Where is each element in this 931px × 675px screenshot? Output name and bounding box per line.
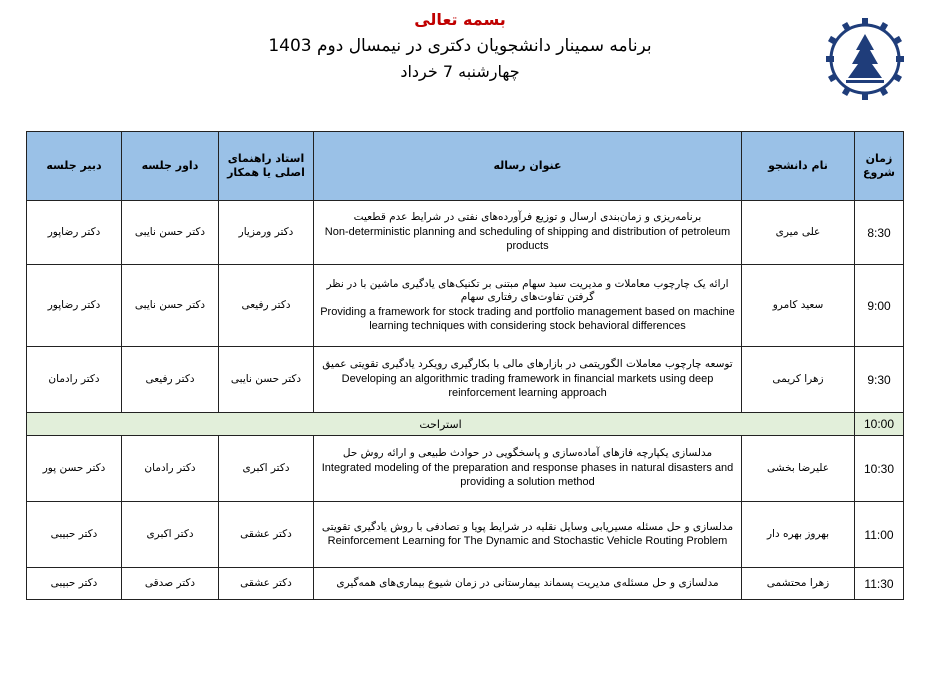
- title-en: Reinforcement Learning for The Dynamic and Stochastic Vehicle Routing Problem: [327, 535, 728, 548]
- col-student: نام دانشجو: [742, 132, 855, 201]
- break-time: 10:00: [855, 413, 904, 436]
- row-student: زهرا محتشمی: [742, 568, 855, 600]
- row-title: [314, 201, 742, 265]
- row-time: 10:30: [855, 436, 904, 502]
- row-advisor: دکتر عشقی: [219, 568, 314, 600]
- row-title: [314, 436, 742, 502]
- col-time: زمان شروع: [855, 132, 904, 201]
- title-fa: مدلسازی و حل مسئله‌ی مدیریت پسماند بیمارستانی در زمان شیوع بیماری‌های همه‌گیری: [336, 576, 719, 589]
- row-secretary: دکتر حبیبی: [27, 502, 122, 568]
- row-referee: دکتر حسن نایبی: [122, 265, 219, 347]
- table-row: [27, 436, 904, 502]
- row-title: [314, 568, 742, 600]
- header-date: چهارشنبه 7 خرداد: [400, 62, 520, 81]
- table-row: [27, 201, 904, 265]
- title-fa: مدلسازی یکپارچه فازهای آماده‌سازی و پاسخگویی در حوادث طبیعی و ارائه روش حل: [342, 447, 713, 460]
- table-row: [27, 568, 904, 600]
- col-referee: داور جلسه: [122, 132, 219, 201]
- header-basmala: بسمه تعالی: [414, 10, 506, 29]
- row-secretary: دکتر حسن پور: [27, 436, 122, 502]
- table-row: [27, 347, 904, 413]
- row-student: علیرضا بخشی: [742, 436, 855, 502]
- table-row: [27, 502, 904, 568]
- row-student: بهروز بهره دار: [742, 502, 855, 568]
- col-advisor: استاد راهنمای اصلی یا همکار: [219, 132, 314, 201]
- break-label: استراحت: [27, 413, 855, 436]
- row-referee: دکتر صدقی: [122, 568, 219, 600]
- row-student: علی میری: [742, 201, 855, 265]
- title-en: Providing a framework for stock trading and portfolio management based on machine learning techniques with considering stock behavioral differences: [320, 305, 735, 333]
- title-fa: برنامه‌ریزی و زمان‌بندی ارسال و توزیع فرآورده‌های نفتی در شرایط عدم قطعیت: [353, 211, 702, 224]
- row-time: 8:30: [855, 201, 904, 265]
- table-row: [27, 265, 904, 347]
- row-title: [314, 265, 742, 347]
- row-secretary: دکتر رضاپور: [27, 265, 122, 347]
- row-time: 11:30: [855, 568, 904, 600]
- row-student: سعید کامرو: [742, 265, 855, 347]
- table-header-row: [27, 132, 904, 201]
- title-fa: توسعه چارچوب معاملات الگوریتمی در بازارهای مالی با بکارگیری رویکرد یادگیری تقویتی عمیق: [322, 358, 733, 371]
- row-secretary: دکتر رادمان: [27, 347, 122, 413]
- row-advisor: دکتر رفیعی: [219, 265, 314, 347]
- row-referee: دکتر رادمان: [122, 436, 219, 502]
- row-advisor: دکتر حسن نایبی: [219, 347, 314, 413]
- row-referee: دکتر رفیعی: [122, 347, 219, 413]
- col-title: عنوان رساله: [314, 132, 742, 201]
- row-student: زهرا کریمی: [742, 347, 855, 413]
- row-secretary: دکتر رضاپور: [27, 201, 122, 265]
- title-fa: مدلسازی و حل مسئله مسیریابی وسایل نقلیه در شرایط پویا و تصادفی با روش یادگیری تقویتی: [321, 520, 734, 533]
- row-referee: دکتر اکبری: [122, 502, 219, 568]
- title-fa: ارائه یک چارچوب معاملات و مدیریت سبد سهام مبتنی بر تکنیک‌های یادگیری ماشین با در نظر گرفتن تفاوت‌های رفتاری سهام: [326, 277, 729, 304]
- row-advisor: دکتر عشقی: [219, 502, 314, 568]
- title-en: Integrated modeling of the preparation and response phases in natural disasters and providing a solution method: [321, 462, 734, 489]
- row-time: 11:00: [855, 502, 904, 568]
- row-secretary: دکتر حبیبی: [27, 568, 122, 600]
- title-en: Developing an algorithmic trading framework in financial markets using deep reinforcement learning approach: [341, 373, 714, 400]
- break-row: [27, 413, 904, 436]
- title-en: Non-deterministic planning and scheduling of shipping and distribution of petroleum products: [324, 226, 731, 253]
- schedule-table: [26, 131, 904, 600]
- row-referee: دکتر حسن نایبی: [122, 201, 219, 265]
- row-time: 9:00: [855, 265, 904, 347]
- row-time: 9:30: [855, 347, 904, 413]
- row-title: [314, 502, 742, 568]
- row-advisor: دکتر ورمزیار: [219, 201, 314, 265]
- row-advisor: دکتر اکبری: [219, 436, 314, 502]
- university-logo: [826, 16, 904, 102]
- col-secretary: دبیر جلسه: [27, 132, 122, 201]
- header-title: برنامه سمینار دانشجویان دکتری در نیمسال دوم 1403: [268, 36, 652, 56]
- row-title: [314, 347, 742, 413]
